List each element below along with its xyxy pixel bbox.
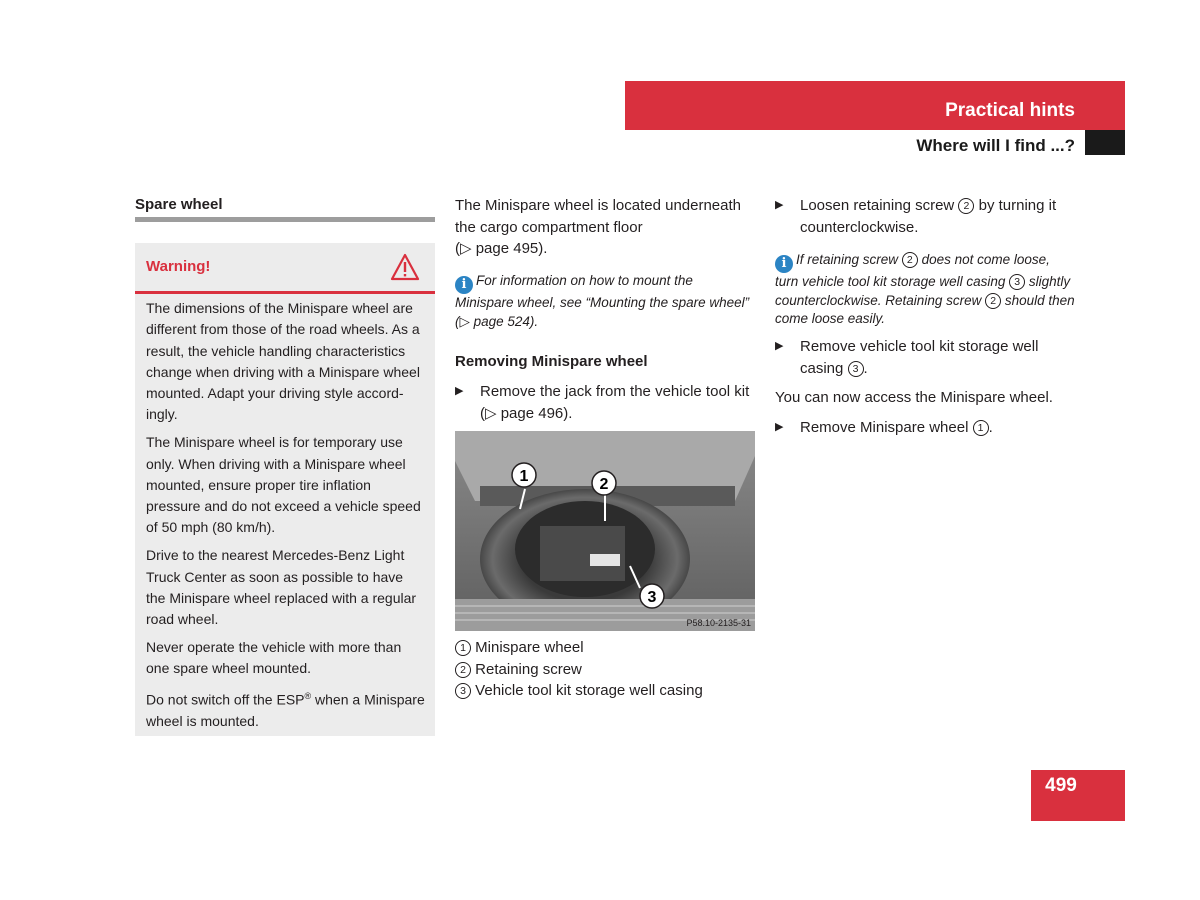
- info-note-text: For information on how to mount the Minispare wheel, see “Mounting the spare wheel” (▷ page 524).: [455, 273, 750, 329]
- ref-number: 2: [985, 293, 1001, 309]
- legend-text: Retaining screw: [475, 660, 582, 678]
- section-header-title: Practical hints: [945, 100, 1075, 121]
- legend-number: 1: [455, 640, 471, 656]
- callout-1: [512, 463, 536, 487]
- step-text-part: Remove vehicle tool kit storage well casing: [800, 338, 1039, 377]
- ref-number: 2: [902, 252, 918, 268]
- warning-paragraph: The dimensions of the Minispare wheel are different from those of the road wheels. As a result, the vehicle handling characteristics change when driving with a Minispare wheel mounted. Adapt your driving style accord-ingly.: [146, 300, 420, 423]
- warning-esp-text: Do not switch off the ESP: [146, 691, 305, 708]
- note-text: slightly counterclockwise. Retaining screw: [775, 274, 1071, 308]
- warning-esp-text-end: when a Minispare wheel is mounted.: [146, 691, 425, 729]
- step-text: [800, 195, 1075, 238]
- ref-number: 3: [848, 361, 864, 377]
- note-text: If retaining screw: [796, 252, 899, 267]
- legend-text: Vehicle tool kit storage well casing: [475, 682, 703, 699]
- registered-mark: ®: [304, 691, 312, 702]
- intro-page-ref: (▷ page 495).: [455, 240, 548, 257]
- step-item: [455, 381, 755, 424]
- callout-2: [592, 471, 616, 495]
- page-number: 499: [1045, 775, 1077, 796]
- step-item: [775, 336, 1075, 379]
- bullet-triangle-icon: ▶: [775, 199, 784, 211]
- callout-3: [640, 584, 664, 608]
- legend-item: [455, 680, 755, 702]
- note-text: should then come loose easily.: [775, 292, 1075, 327]
- step-text-part: Loosen retaining screw: [800, 197, 955, 214]
- legend-number: 2: [455, 662, 471, 678]
- info-note: [455, 272, 755, 331]
- spare-wheel-photo: [455, 431, 755, 631]
- result-text: You can now access the Minispare wheel.: [775, 389, 1053, 406]
- ref-number: 3: [1009, 274, 1025, 290]
- warning-label: Warning!: [146, 258, 211, 275]
- step-text: Remove Minispare wheel 1 .: [800, 419, 993, 436]
- section-header-subtitle: Where will I find ...?: [916, 136, 1075, 155]
- column-2: [455, 195, 755, 260]
- step-text-part: Remove Minispare wheel: [800, 419, 969, 436]
- legend-number: 3: [455, 683, 471, 699]
- warning-rule: [135, 291, 435, 294]
- bullet-triangle-icon: ▶: [455, 385, 464, 397]
- step-item: [775, 417, 1075, 439]
- legend-text: Minispare wheel: [475, 639, 584, 656]
- step-text: Remove the jack from the vehicle tool kit (▷ page 496).: [480, 383, 750, 422]
- legend-item: [455, 659, 755, 681]
- image-code: P58.10-2135-31: [686, 618, 751, 628]
- step-item: [775, 195, 1075, 238]
- section-title: Spare wheel: [135, 196, 223, 213]
- header-thumb-tab: [1085, 130, 1125, 155]
- callout-1-number: 1: [519, 468, 529, 485]
- warning-paragraph: Drive to the nearest Mercedes-Benz Light Truck Center as soon as possible to have the Minispare wheel replaced with a regular road wheel.: [146, 547, 417, 628]
- legend-item: [455, 637, 755, 659]
- info-icon: i: [455, 276, 473, 294]
- callout-3-number: 3: [647, 589, 657, 606]
- info-icon: i: [775, 255, 793, 273]
- warning-paragraph: The Minispare wheel is for temporary use only. When driving with a Minispare wheel mounted, ensure proper tire inflation pressure and do not exceed a vehicle speed of 50 mph (80 km/h).: [146, 434, 421, 536]
- warning-paragraph: [146, 686, 426, 732]
- subheading: Removing Minispare wheel: [455, 353, 648, 370]
- warning-paragraph: Never operate the vehicle with more than one spare wheel mounted.: [146, 638, 402, 677]
- step-text: Remove vehicle tool kit storage well casing 3 .: [800, 338, 1039, 377]
- info-note: [775, 251, 1075, 329]
- bullet-triangle-icon: ▶: [775, 421, 784, 433]
- section-rule: [135, 217, 435, 222]
- step-text-part: by turning it counterclockwise.: [800, 197, 1057, 236]
- ref-number: 2: [958, 198, 974, 214]
- callout-2-number: 2: [599, 476, 609, 493]
- bullet-triangle-icon: ▶: [775, 340, 784, 352]
- intro-text: The Minispare wheel is located underneath the cargo compartment floor: [455, 197, 742, 236]
- warning-body: [146, 298, 426, 739]
- warning-triangle-icon: [390, 253, 420, 281]
- image-legend: [455, 637, 755, 702]
- ref-number: 1: [973, 420, 989, 436]
- note-text: does not come loose, turn vehicle tool kit storage well casing: [775, 252, 1050, 289]
